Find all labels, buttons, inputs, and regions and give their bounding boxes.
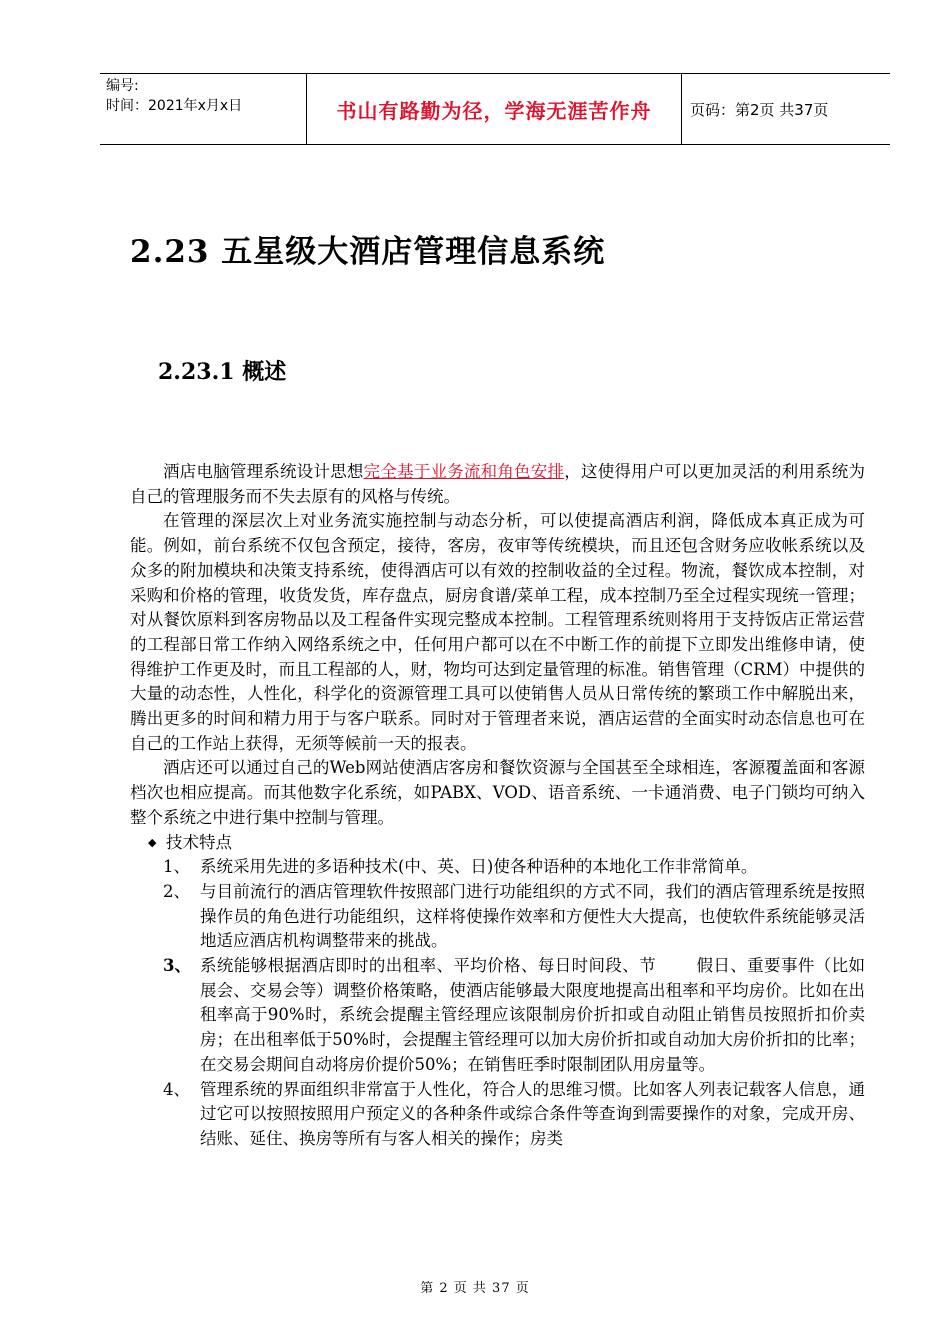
page-header bbox=[100, 73, 890, 145]
list-item bbox=[130, 880, 865, 954]
list-item-text: 与目前流行的酒店管理软件按照部门进行功能组织的方式不同，我们的酒店管理系统是按照操作员的角色进行功能组织，这样将使操作效率和方便性大大提高，也使软件系统能够灵活地适应酒店机构调整带来的挑战。 bbox=[200, 881, 865, 951]
document-title: 2.23 五星级大酒店管理信息系统 bbox=[130, 234, 606, 270]
list-item bbox=[130, 1078, 865, 1152]
list-item bbox=[130, 855, 865, 880]
list-item-text-b: 假日、重要事件（比如展会、交易会等）调整价格策略，使酒店能够最大限度地提高出租率和平均房价。比如在出租率高于90%时，系统会提醒主管经理应该限制房价折扣或自动阻止销售员按照折扣价卖房；在出租率低于50%时，会提醒主管经理可以加大房价折扣或自动加大房价折扣的比率；在交易会期间自动将房价提价50%；在销售旺季时限制团队用房量等。 bbox=[200, 956, 866, 1074]
list-item-text-a: 系统能够根据酒店即时的出租率、平均价格、每日时间段、节 bbox=[200, 956, 657, 976]
paragraph-1-link[interactable]: 完全基于业务流和角色安排 bbox=[363, 462, 565, 481]
paragraph-1-end: ，这使得用户可以更加灵活的利用系统为自己的管理服务而不失去原有的风格与传统。 bbox=[130, 462, 866, 506]
diamond-bullet-icon: ◆ bbox=[148, 835, 157, 849]
section-heading: 2.23.1 概述 bbox=[158, 359, 287, 385]
header-meta bbox=[100, 74, 307, 144]
paragraph-1-start: 酒店电脑管理系统设计思想 bbox=[163, 462, 364, 481]
list-item-number: 1、 bbox=[163, 857, 190, 877]
list-item-number: 4、 bbox=[163, 1079, 190, 1099]
bullet-label: 技术特点 bbox=[166, 832, 232, 852]
paragraph-3: 酒店还可以通过自己的Web网站使酒店客房和餐饮资源与全国甚至全球相连，客源覆盖面和客源档次也相应提高。而其他数字化系统，如PABX、VOD、语音系统、一卡通消费、电子门锁均可纳入整个系统之中进行集中控制与管理。 bbox=[130, 758, 865, 827]
list-item-text: 系统采用先进的多语种技术(中、英、日)使各种语种的本地化工作非常简单。 bbox=[200, 857, 758, 877]
list-item bbox=[130, 954, 865, 1078]
bullet-tech-features bbox=[130, 831, 865, 856]
header-page-info: 页码：第2页 共37页 bbox=[690, 100, 829, 119]
list-item-number: 2、 bbox=[163, 881, 190, 901]
page-footer: 第 2 页 共 37 页 bbox=[420, 1281, 530, 1296]
header-motto: 书山有路勤为径，学海无涯苦作舟 bbox=[307, 74, 682, 144]
list-item-number: 3、 bbox=[163, 956, 191, 976]
header-time-label: 时间：2021年x月x日 bbox=[106, 98, 243, 114]
list-item-text: 管理系统的界面组织非常富于人性化，符合人的思维习惯。比如客人列表记载客人信息，通过它可以按照按照用户预定义的各种条件或综合条件等查询到需要操作的对象，完成开房、结账、延住、换房等所有与客人相关的操作；房类 bbox=[200, 1079, 865, 1148]
paragraph-2: 在管理的深层次上对业务流实施控制与动态分析，可以使提高酒店利润，降低成本真正成为可能。例如，前台系统不仅包含预定，接待，客房，夜审等传统模块，而且还包含财务应收帐系统以及众多的附加模块和决策支持系统，使得酒店可以有效的控制收益的全过程。物流，餐饮成本控制，对采购和价格的管理，收货发货，库存盘点，厨房食谱/菜单工程，成本控制乃至全过程实现统一管理；对从餐饮原料到客房物品以及工程备件实现完整成本控制。工程管理系统则将用于支持饭店正常运营的工程部日常工作纳入网络系统之中，任何用户都可以在不中断工作的前提下立即发出维修申请，使得维护工作更及时，而且工程部的人，财，物均可达到定量管理的标准。销售管理（CRM）中提供的大量的动态性，人性化，科学化的资源管理工具可以使销售人员从日常传统的繁琐工作中解脱出来，腾出更多的时间和精力用于与客户联系。同时对于管理者来说，酒店运营的全面实时动态信息也可在自己的工作站上获得，无须等候前一天的报表。 bbox=[130, 511, 865, 753]
body-text bbox=[130, 460, 865, 1152]
paragraph-1 bbox=[130, 460, 865, 509]
header-number-label: 编号: bbox=[106, 78, 139, 94]
